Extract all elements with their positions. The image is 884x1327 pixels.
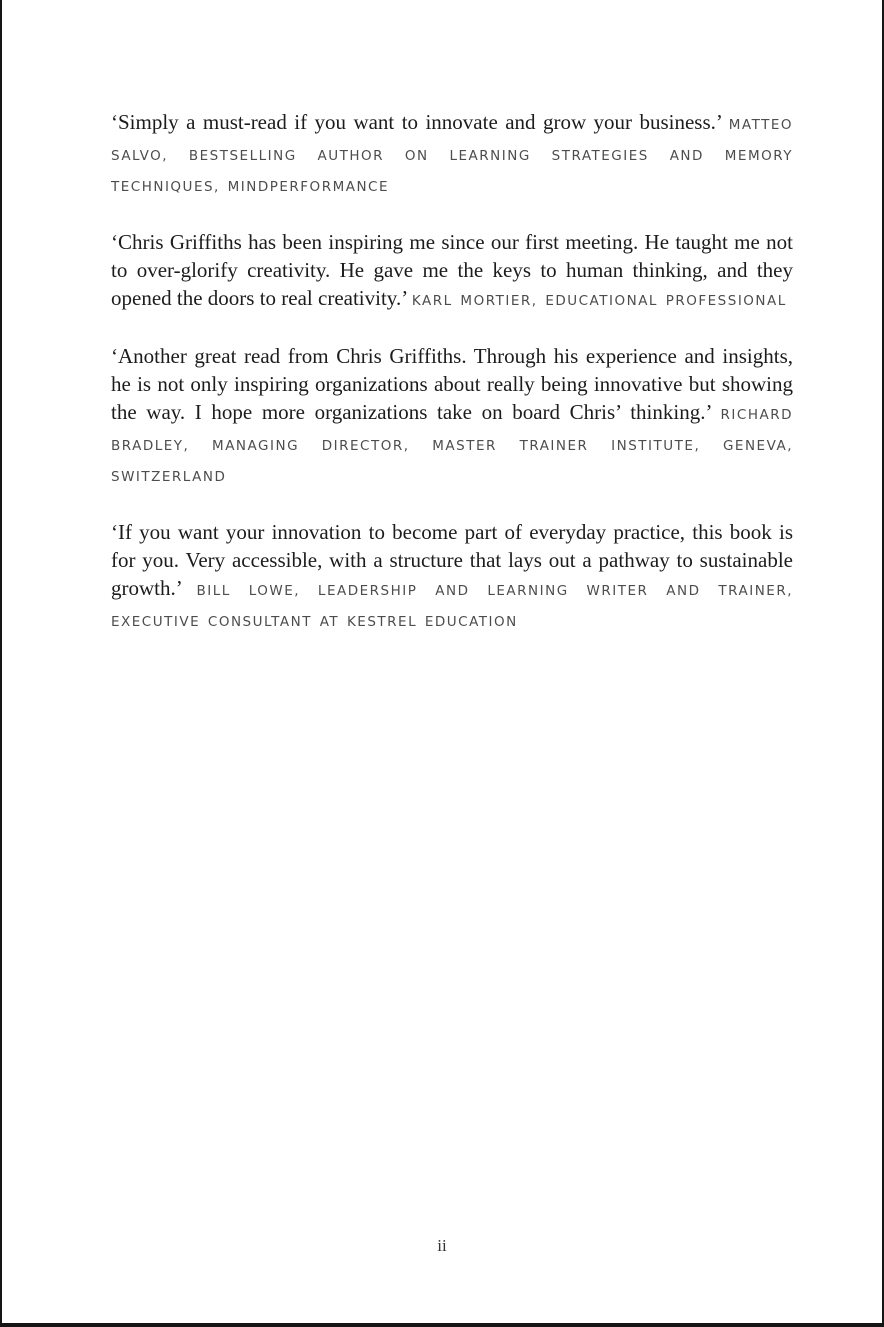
quote-paragraph: [111, 342, 793, 491]
quote-text: ‘Simply a must-read if you want to innovate and grow your business.’: [111, 110, 729, 134]
quote-attribution: MATTEO SALVO, BESTSELLING AUTHOR ON LEARNING STRATEGIES AND MEMORY TECHNIQUES, MINDPERFORMANCE: [111, 117, 793, 195]
page-number: ii: [437, 1236, 447, 1255]
quote-paragraph: [111, 108, 793, 201]
quote-attribution: BILL LOWE, LEADERSHIP AND LEARNING WRITER AND TRAINER, EXECUTIVE CONSULTANT AT KESTREL EDUCATION: [111, 583, 793, 630]
quote-text: ‘Chris Griffiths has been inspiring me since our first meeting. He taught me not to over-glorify creativity. He gave me the keys to human thinking, and they opened the doors to real creativity.’: [111, 230, 793, 310]
quote-attribution: KARL MORTIER, EDUCATIONAL PROFESSIONAL: [411, 293, 787, 309]
quote-text: ‘If you want your innovation to become part of everyday practice, this book is for you. Very accessible, with a structure that lays out a pathway to sustainable growth.’: [111, 520, 793, 600]
quote-paragraph: [111, 518, 793, 636]
quote-attribution: RICHARD BRADLEY, MANAGING DIRECTOR, MASTER TRAINER INSTITUTE, GENEVA, SWITZERLAND: [111, 407, 793, 485]
praise-quotes-block: [111, 108, 793, 663]
quote-text: ‘Another great read from Chris Griffiths. Through his experience and insights, he is not only inspiring organizations about really being innovative but showing the way. I hope more organizations take on board Chris’ thinking.’: [111, 344, 793, 424]
quote-paragraph: [111, 228, 793, 315]
